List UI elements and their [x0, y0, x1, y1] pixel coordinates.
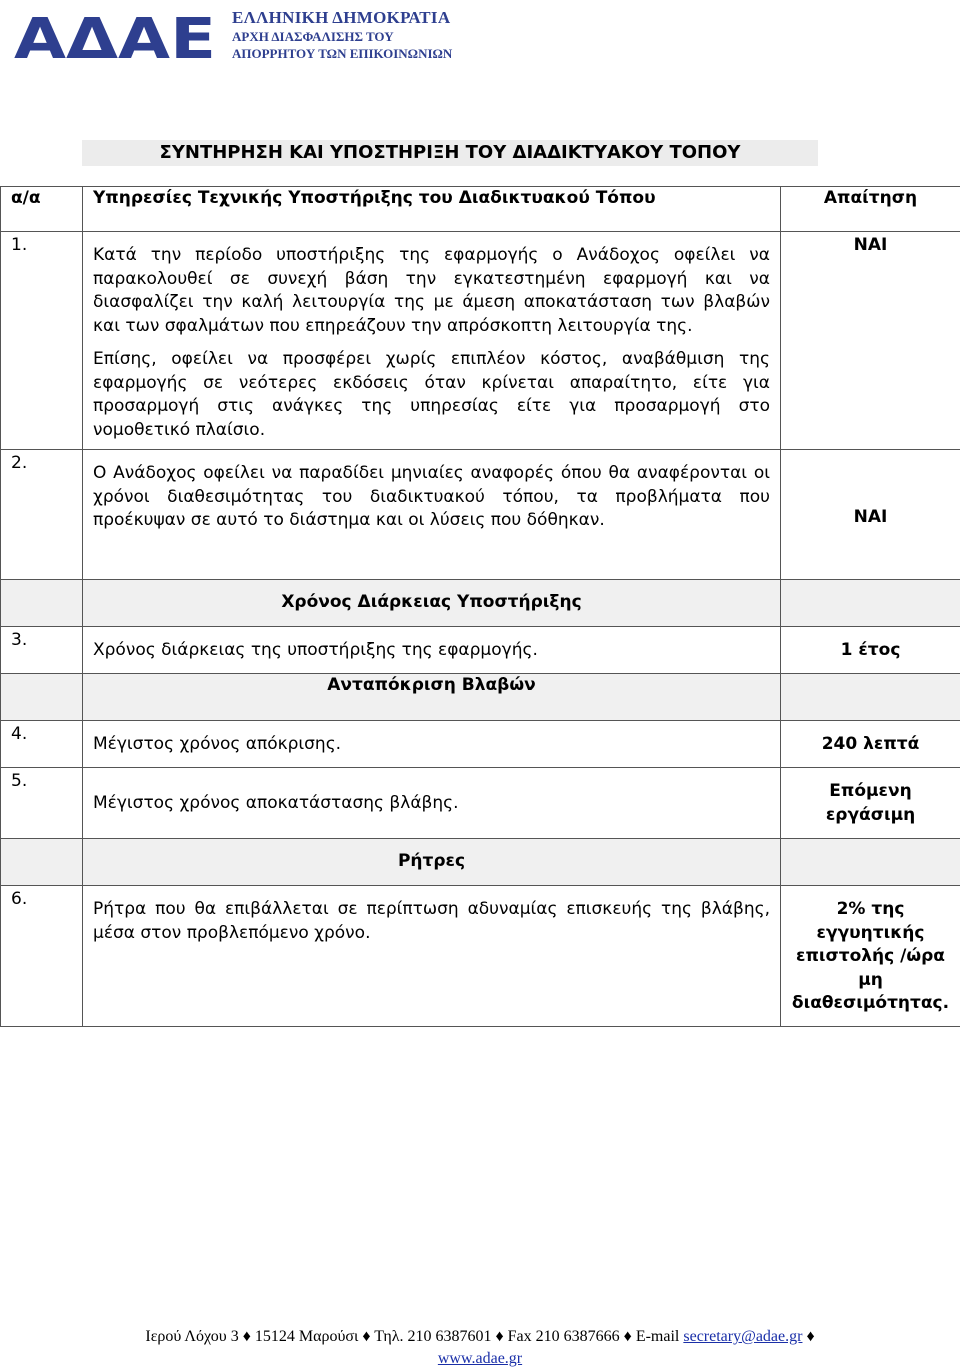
- table-row: [1, 627, 960, 674]
- row-paragraph: Κατά την περίοδο υποστήριξης της εφαρμογής ο Ανάδοχος οφείλει να παρακολουθεί σε συνεχή βάση την εγκατεστημένη εφαρμογή και να διασφαλίζει την καλή λειτουργία της με άμεση αποκατάσταση των βλαβών και των σφαλμάτων που επηρεάζουν την απρόσκοπτη λειτουργία της.: [93, 245, 770, 336]
- row-num: 5.: [1, 768, 83, 839]
- footer-website-link[interactable]: www.adae.gr: [437, 1350, 523, 1367]
- row-desc: Χρόνος διάρκειας της υποστήριξης της εφαρμογής.: [83, 627, 781, 674]
- footer-address: Ιερού Λόχου 3 ♦ 15124 Μαρούσι ♦ Τηλ. 210 6387601 ♦ Fax 210 6387666 ♦ E-mail: [145, 1328, 684, 1345]
- header: [14, 4, 474, 66]
- section-blank: [1, 674, 83, 721]
- row-num: 6.: [1, 886, 83, 1027]
- logo-text: ΑΔΑΕ: [14, 7, 216, 66]
- section-row: [1, 580, 960, 627]
- row-desc: Μέγιστος χρόνος απόκρισης.: [83, 721, 781, 768]
- row-req: ΝΑΙ: [781, 232, 960, 450]
- section-penalties-title: Ρήτρες: [83, 839, 781, 886]
- header-req: Απαίτηση: [781, 187, 960, 232]
- section-response-title: Ανταπόκριση Βλαβών: [83, 674, 781, 721]
- row-num: 4.: [1, 721, 83, 768]
- section-row: [1, 674, 960, 721]
- section-row: [1, 839, 960, 886]
- footer-line-2: [0, 1348, 960, 1370]
- adae-logo: [14, 4, 219, 66]
- header-num: α/α: [1, 187, 83, 232]
- document-title: ΣΥΝΤΗΡΗΣΗ ΚΑΙ ΥΠΟΣΤΗΡΙΞΗ ΤΟΥ ΔΙΑΔΙΚΤΥΑΚΟΥ ΤΟΠΟΥ: [82, 140, 818, 166]
- row-req: ΝΑΙ: [781, 450, 960, 580]
- table-row: [1, 721, 960, 768]
- section-blank: [1, 839, 83, 886]
- section-blank: [1, 580, 83, 627]
- section-blank: [781, 580, 960, 627]
- row-req: 1 έτος: [781, 627, 960, 674]
- section-blank: [781, 674, 960, 721]
- table-header-row: [1, 187, 960, 232]
- row-num: 3.: [1, 627, 83, 674]
- table-row: [1, 886, 960, 1027]
- footer-line-1: [0, 1326, 960, 1348]
- row-desc: [83, 232, 781, 450]
- row-num: 1.: [1, 232, 83, 450]
- header-authority: [232, 8, 452, 62]
- header-line-3: ΑΠΟΡΡΗΤΟΥ ΤΩΝ ΕΠΙΚΟΙΝΩΝΙΩΝ: [232, 46, 453, 61]
- requirements-table: [0, 186, 960, 1027]
- row-req: 240 λεπτά: [781, 721, 960, 768]
- footer: [0, 1326, 960, 1370]
- row-paragraph: Επίσης, οφείλει να προσφέρει χωρίς επιπλέον κόστος, αναβάθμιση της εφαρμογής σε νεότερες εκδόσεις όταν κρίνεται απαραίτητο, είτε για προσαρμογή στις ανάγκες της υπηρεσίας είτε για προσαρμογή στο νομοθετικό πλαίσιο.: [93, 349, 770, 440]
- row-req: 2% της εγγυητικής επιστολής /ώρα μη διαθεσιμότητας.: [781, 886, 960, 1027]
- header-desc: Υπηρεσίες Τεχνικής Υποστήριξης του Διαδικτυακού Τόπου: [83, 187, 781, 232]
- footer-separator: ♦: [802, 1328, 815, 1345]
- table-row: [1, 232, 960, 450]
- footer-email-link[interactable]: secretary@adae.gr: [683, 1328, 803, 1345]
- table-row: [1, 450, 960, 580]
- row-desc: Ο Ανάδοχος οφείλει να παραδίδει μηνιαίες αναφορές όπου θα αναφέρονται οι χρόνοι διαθεσιμότητας του διαδικτυακού τόπου, τα προβλήματα που προέκυψαν σε αυτό το διάστημα και οι λύσεις που δόθηκαν.: [83, 450, 781, 580]
- section-blank: [781, 839, 960, 886]
- header-line-2: ΑΡΧΗ ΔΙΑΣΦΑΛΙΣΗΣ ΤΟΥ: [232, 29, 394, 44]
- row-req: Επόμενη εργάσιμη: [781, 768, 960, 839]
- row-desc: Μέγιστος χρόνος αποκατάστασης βλάβης.: [83, 768, 781, 839]
- section-duration-title: Χρόνος Διάρκειας Υποστήριξης: [83, 580, 781, 627]
- table-row: [1, 768, 960, 839]
- row-desc: Ρήτρα που θα επιβάλλεται σε περίπτωση αδυναμίας επισκευής της βλάβης, μέσα στον προβλεπόμενο χρόνο.: [83, 886, 781, 1027]
- header-line-1: ΕΛΛΗΝΙΚΗ ΔΗΜΟΚΡΑΤΙΑ: [232, 8, 451, 27]
- row-num: 2.: [1, 450, 83, 580]
